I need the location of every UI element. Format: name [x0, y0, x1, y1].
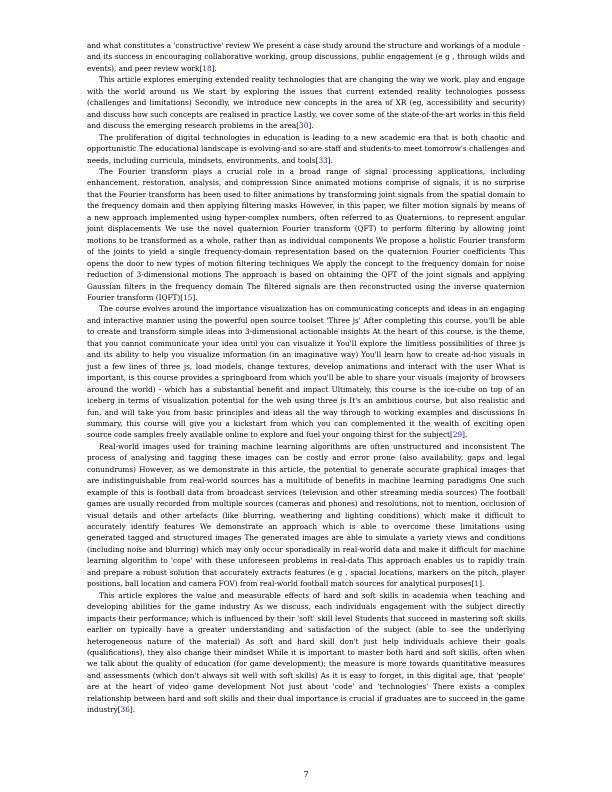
citation-link[interactable]: 15	[183, 292, 193, 302]
page-number: 7	[303, 770, 309, 779]
paragraph	[87, 441, 525, 590]
paragraph-text: This article explores the value and measurable effects of hard and soft skills in academia when teaching and developing abilities for the game industry As we discuss, each individuals engagement with the subject directly impacts their performance; which is influenced by their 'soft' skill level Students that succeed in mastering soft skills earlier on typically have a greater understanding and satisfaction of the subject (able to see the underlying heterogeneous nature of the material) As soft and hard skill don't just help individuals achieve their goals (qualifications), they also change their mindset While it is important to master both hard and soft skills, often when we talk about the quality of education (for game development); the measure is more towards quantitative measures and assessments (which don't always sit well with soft skills) As it is easy to forget, in this digital age, that 'people' are at the heart of video game development Not just about 'code' and 'technologies' There exists a complex relationship between hard and soft skills and their dual importance is crucial if graduates are to succeed in the game industry[	[87, 590, 525, 715]
citation-bracket: ].	[211, 63, 217, 73]
paragraph-text: The Fourier transform plays a crucial role in a broad range of signal processing applications, including enhancement, restoration, analysis, and compression Since animated motions comprise of signals, it is no surprise that the Fourier transform has been used to filter animations by transforming joint signals from the spatial domain to the frequency domain and then applying filtering masks However, in this paper, we filter motion signals by means of a new approach implemented using hyper-complex numbers, often referred to as Quaternions, to represent angular joint displacements We use the novel quaternion Fourier transform (QFT) to perform filtering by allowing joint motions to be transformed as a whole, rather than as individual components We propose a holistic Fourier transform of the joints to yield a single frequency-domain representation based on the quaternion Fourier coefficients This opens the door to new types of motion filtering techniques We apply the concept to the frequency domain for noise reduction of 3-dimensional motions The approach is based on obtaining the QFT of the joint signals and applying Gaussian filters in the frequency domain The filtered signals are then reconstructed using the inverse quaternion Fourier transform (IQFT)[	[87, 166, 525, 302]
paragraph	[87, 74, 525, 131]
paragraph	[87, 40, 525, 74]
body-text	[87, 40, 525, 716]
paragraph-text: and what constitutes a 'constructive' review We present a case study around the structure and workings of a module - and its success in encouraging collaborative working, group discussions, public engagement (e g , through wilds and events), and peer review work[	[87, 41, 525, 73]
citation-bracket: ].	[462, 430, 468, 440]
citation-link[interactable]: 30	[299, 121, 309, 131]
paragraph-text: The course evolves around the importance visualization has on communicating concepts and ideas in an engaging and interactive manner using the powerful open source toolset 'Three js' After completing this course, you'll be able to create and transform simple ideas into 3-dimensional actionable insights At the heart of this course, is the theme, that you cannot communicate your idea until you can visualize it You'll explore the limitless possibilities of three js and its ability to help you visualize information (in an imaginative way) You'll learn how to create ad-hoc visuals in just a few lines of three js, load models, change textures, develop animations and interact with the user What is important, is this course provides a springboard from which you'll be able to share your visuals (majority of browsers around the world) - which has a substantial benefit and impact Ultimately, this course is the ice-cube on top of an iceberg in terms of visualization potential for the web using three js It's an ambitious course, but also realistic and fun, and will take you from basic principles and ideas all the way through to working examples and discussions In summary, this course will give you a kickstart from which you can complemented it the wealth of exciting open source code samples freely available online to explore and fuel your ongoing thirst for the subject[	[87, 304, 525, 440]
citation-link[interactable]: 36	[120, 705, 130, 715]
citation-bracket: ].	[479, 579, 485, 589]
citation-link[interactable]: 18	[202, 63, 212, 73]
citation-bracket: ].	[308, 121, 314, 131]
citation-bracket: ].	[327, 155, 333, 165]
paragraph	[87, 166, 525, 303]
paragraph	[87, 132, 525, 166]
citation-bracket: ].	[129, 705, 136, 715]
citation-link[interactable]: 33	[318, 155, 328, 165]
paragraph	[87, 303, 525, 440]
paragraph-text: This article explores emerging extended reality technologies that are changing the way we work, play and engage with the world around us We start by exploring the issues that current extended reality technologies possess (challenges and limitations) Secondly, we introduce new concepts in the area of XR (eg, accessibility and security) and discuss how such concepts are realised in practice Lastly, we cover some of the state-of-the-art works in this field and discuss the emerging research problems in the area[	[87, 75, 525, 131]
citation-link[interactable]: 1	[474, 579, 480, 589]
citation-bracket: ].	[192, 292, 198, 302]
citation-link[interactable]: 29	[452, 430, 463, 440]
paragraph-text: Real-world images used for training machine learning algorithms are often unstructured and inconsistent The process of analysing and tagging these images can be costly and error prone (also availability, gaps and legal conundrums) However, as we demonstrate in this article, the potential to generate accurate graphical images that are indistinguishable from real-world sources has a multitude of benefits in machine learning paradigms One such example of this is football data from broadcast services (television and other streaming media sources) The football games are usually recorded from multiple sources (cameras and phones) and resolutions, not to mention, occlusion of visual details and other artefacts (like blurring, weathering and lighting conditions) which make it difficult to accurately identify features We demonstrate an approach which is able to overcome these limitations using generated tagged and structured images The generated images are able to simulate a variety views and conditions (including noise and blurring) which may only occur sporadically in real-world data and make it difficult for machine learning algorithm to 'cope' with these unforeseen problems in real-data This approach enables us to rapidly train and prepare a robust solution that accurately extracts features (e g , spacial locations, markers on the pitch, player positions, ball location and camera FOV) from real-world football match sources for analytical purposes[	[87, 441, 525, 589]
paragraph	[87, 590, 525, 716]
paragraph-text: The proliferation of digital technologies in education is leading to a new academic era that is both chaotic and opportunistic The educational landscape is evolving-and so are staff and students-to meet tomorrow's challenges and needs, including curricula, mindsets, environments, and tools[	[87, 132, 525, 165]
